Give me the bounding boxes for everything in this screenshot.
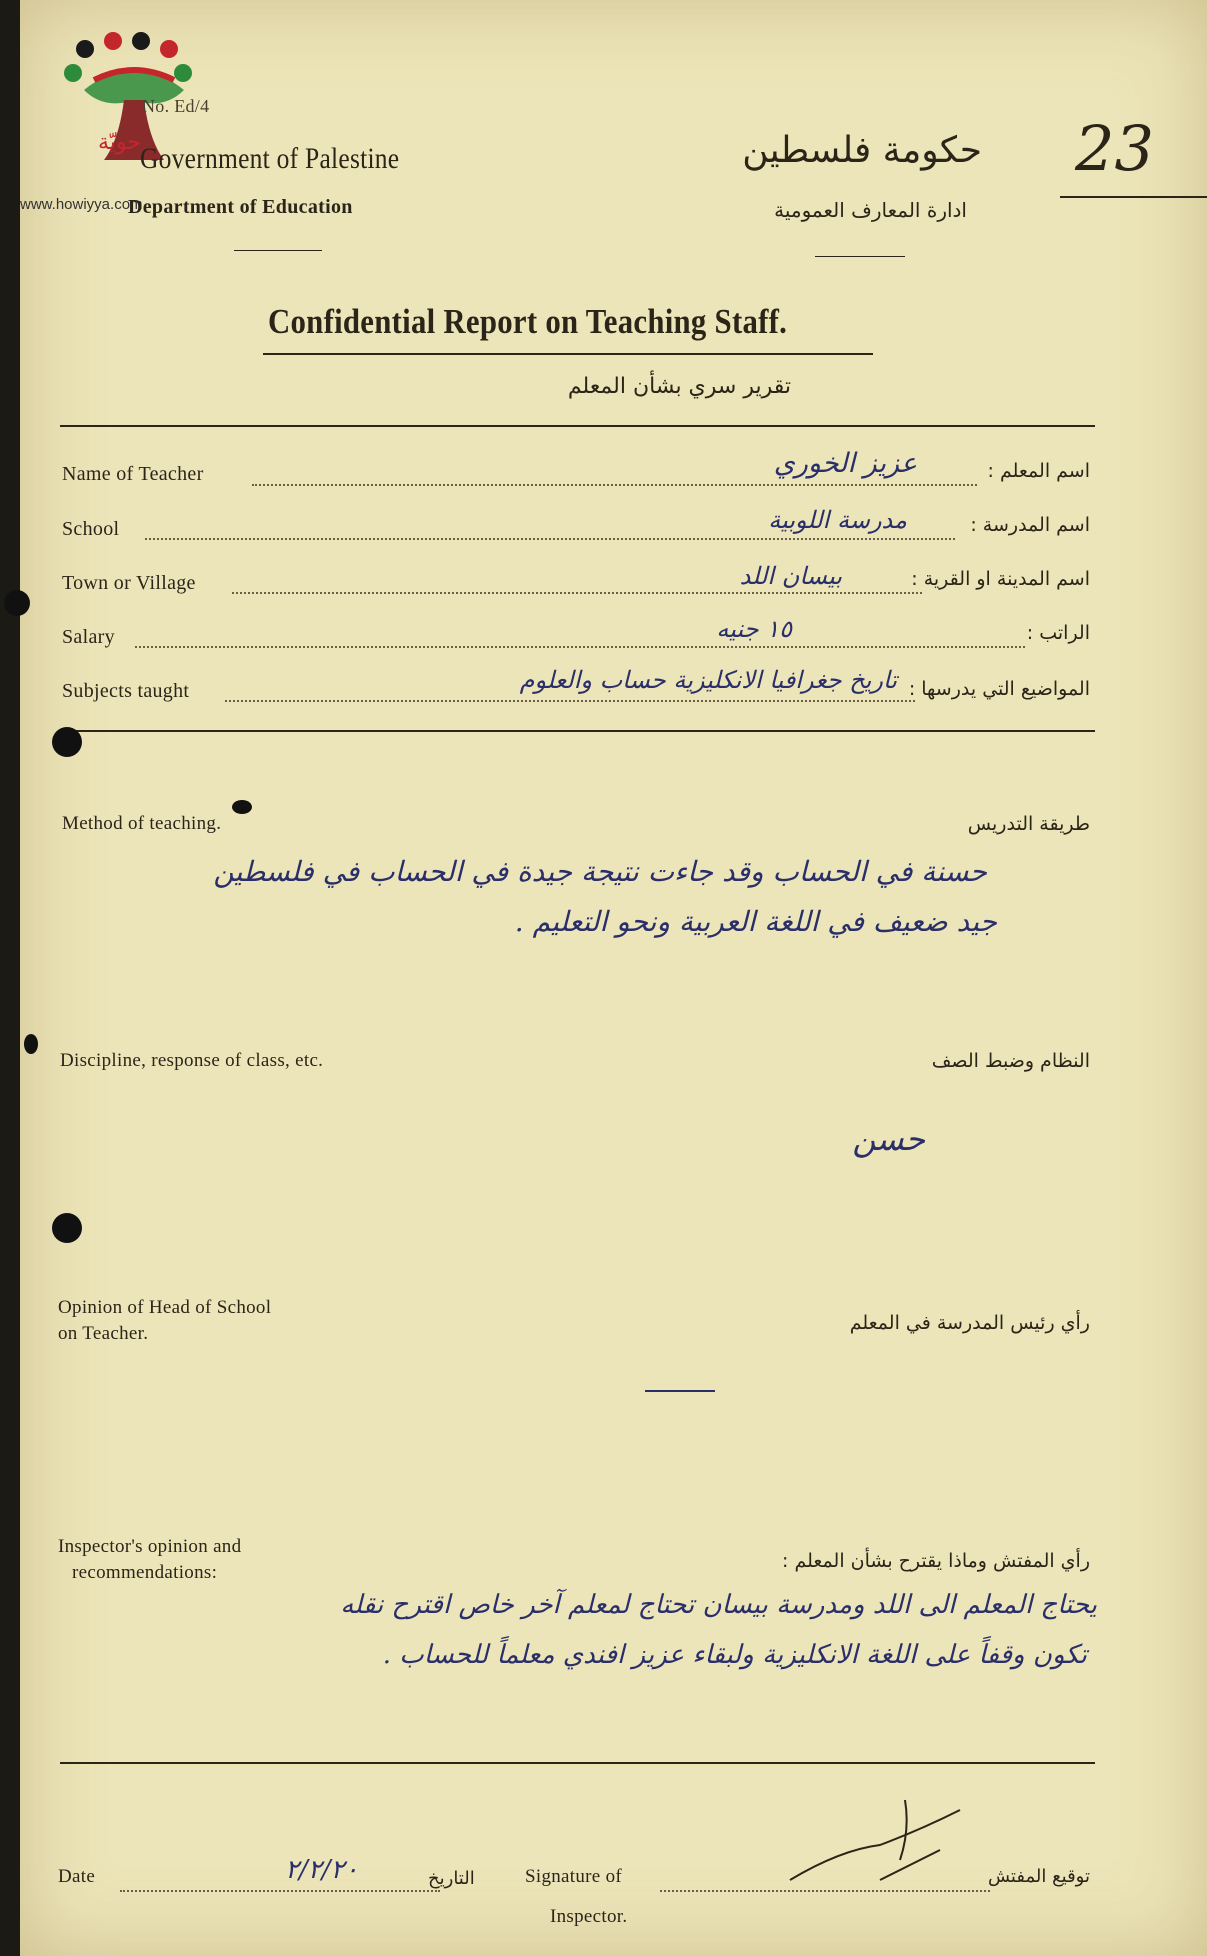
signature-label-1: Signature of — [525, 1866, 622, 1887]
salary-label-ar: الراتب : — [1026, 622, 1090, 644]
government-title-en: Government of Palestine — [140, 142, 400, 175]
opinion-head-label-ar: رأي رئيس المدرسة في المعلم — [849, 1312, 1090, 1334]
method-of-teaching-text-1: حسنة في الحساب وقد جاءت نتيجة جيدة في الحساب في فلسطين — [213, 855, 987, 888]
inspector-signature — [780, 1790, 980, 1890]
signature-label-ar: توقيع المفتش — [987, 1866, 1090, 1887]
watermark-brand: حويّة — [98, 130, 141, 155]
town-village-label-ar: اسم المدينة او القرية : — [911, 568, 1090, 590]
subjects-taught-label-ar: المواضيع التي يدرسها : — [908, 678, 1090, 700]
form-number: No. Ed/4 — [142, 96, 210, 116]
discipline-text: حسن — [852, 1120, 925, 1158]
name-of-teacher-label: Name of Teacher — [62, 463, 204, 485]
town-village-value: بيسان اللد — [739, 562, 842, 590]
report-title-ar: تقرير سري بشأن المعلم — [567, 374, 791, 399]
method-of-teaching-label-ar: طريقة التدريس — [967, 813, 1090, 835]
date-label: Date — [58, 1866, 96, 1887]
name-of-teacher-label-ar: اسم المعلم : — [987, 460, 1090, 482]
inspector-opinion-label-ar: رأي المفتش وماذا يقترح بشأن المعلم : — [782, 1550, 1090, 1572]
punch-hole — [52, 1213, 82, 1243]
punch-hole — [24, 1034, 38, 1054]
inspector-opinion-text-1: يحتاج المعلم الى اللد ومدرسة بيسان تحتاج لمعلم آخر خاص اقترح نقله — [340, 1590, 1097, 1620]
government-title-ar: حكومة فلسطين — [742, 130, 982, 171]
town-village-label: Town or Village — [62, 572, 196, 594]
method-of-teaching-label: Method of teaching. — [62, 813, 222, 834]
punch-hole — [232, 800, 252, 814]
page-number: 23 — [1075, 112, 1154, 185]
discipline-label: Discipline, response of class, etc. — [60, 1050, 324, 1071]
opinion-head-label-1: Opinion of Head of School — [58, 1297, 272, 1318]
inspector-opinion-text-2: تكون وقفاً على اللغة الانكليزية ولبقاء عزيز افندي معلماً للحساب . — [382, 1640, 1087, 1670]
document-page — [20, 0, 1207, 1956]
discipline-label-ar: النظام وضبط الصف — [931, 1050, 1090, 1072]
opinion-head-label-2: on Teacher. — [58, 1323, 149, 1344]
name-of-teacher-value: عزيز الخوري — [773, 448, 917, 479]
subjects-taught-value: تاريخ جغرافيا الانكليزية حساب والعلوم — [519, 666, 897, 694]
subjects-taught-label: Subjects taught — [62, 680, 190, 702]
punch-hole — [4, 590, 30, 616]
punch-hole — [52, 727, 82, 757]
salary-value: ١٥ جنيه — [716, 615, 792, 643]
salary-label: Salary — [62, 626, 115, 648]
school-label: School — [62, 518, 120, 540]
report-title-en: Confidential Report on Teaching Staff. — [268, 302, 788, 341]
date-value: ٢/٢/٢٠ — [285, 1855, 359, 1885]
school-value: مدرسة اللوبية — [768, 506, 907, 534]
signature-label-2: Inspector. — [550, 1906, 628, 1927]
department-title-ar: ادارة المعارف العمومية — [774, 198, 967, 222]
watermark-url: www.howiyya.com — [20, 196, 143, 213]
department-title-en: Department of Education — [128, 196, 353, 218]
inspector-opinion-label-1: Inspector's opinion and — [58, 1536, 242, 1557]
method-of-teaching-text-2: جيد ضعيف في اللغة العربية ونحو التعليم . — [514, 905, 997, 938]
inspector-opinion-label-2: recommendations: — [72, 1562, 218, 1583]
date-label-ar: التاريخ — [428, 1868, 475, 1889]
school-label-ar: اسم المدرسة : — [970, 514, 1090, 536]
